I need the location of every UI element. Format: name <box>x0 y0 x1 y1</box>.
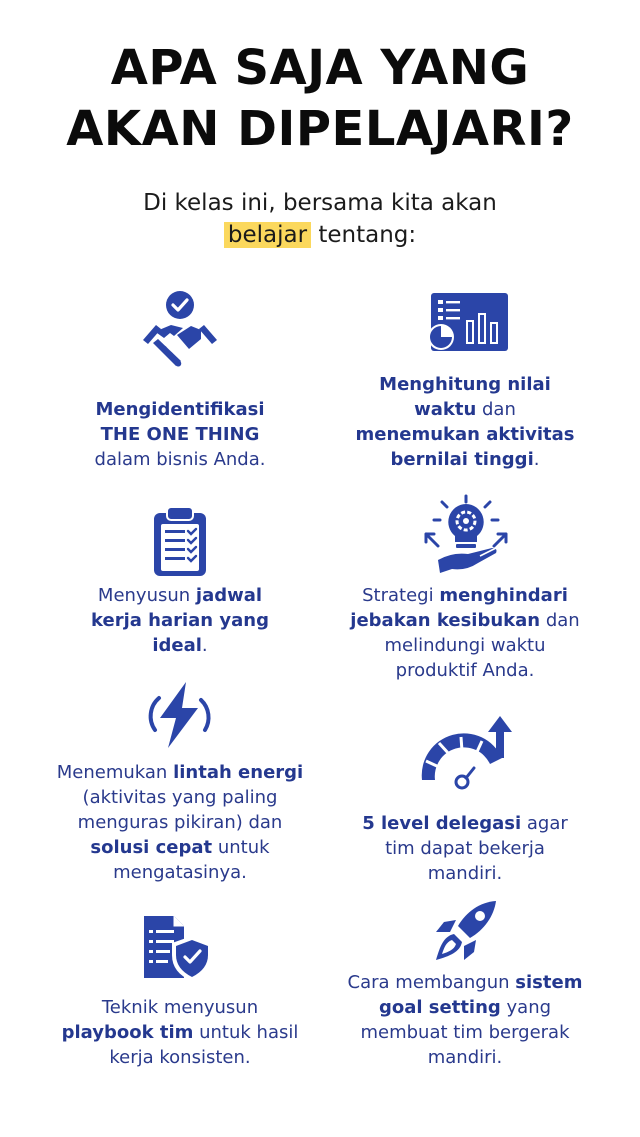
lightbulb-gear-hand-icon <box>420 494 512 582</box>
caption-text: Menyusun <box>97 585 196 606</box>
caption-text: mandiri. <box>427 863 503 884</box>
caption-bold-text: menemukan aktivitas <box>355 424 575 445</box>
caption-text: Strategi <box>362 585 440 606</box>
caption-bold-text: goal setting <box>378 997 501 1018</box>
caption-bold-text: 5 level delegasi <box>362 813 522 834</box>
caption-text: dan <box>540 610 580 631</box>
caption-bold-text: jebakan kesibukan <box>350 610 541 631</box>
caption-bold-text: jadwal <box>195 585 263 606</box>
caption-text: Menemukan <box>56 762 174 783</box>
caption-bold-text: Menghitung nilai <box>379 374 551 395</box>
caption-text: produktif Anda. <box>395 660 535 681</box>
caption-text: dalam bisnis Anda. <box>94 449 266 470</box>
subtitle-line-1: Di kelas ini, bersama kita akan <box>143 190 497 216</box>
caption-text: menguras pikiran) dan <box>77 812 283 833</box>
caption-text: untuk hasil <box>193 1022 299 1043</box>
handshake-check-icon <box>140 288 220 378</box>
rocket-icon <box>432 898 500 964</box>
speedometer-arrow-icon <box>416 710 514 794</box>
caption-text: mandiri. <box>427 1047 503 1068</box>
caption-text: (aktivitas yang paling <box>82 787 278 808</box>
caption-text: untuk <box>212 837 270 858</box>
caption-text: tim dapat bekerja <box>385 838 545 859</box>
caption-text: melindungi waktu <box>384 635 546 656</box>
title-line-2: AKAN DIPELAJARI? <box>66 101 574 157</box>
document-shield-icon <box>138 912 216 982</box>
clipboard-checklist-icon <box>152 505 208 577</box>
page-title <box>0 38 640 160</box>
caption-bold-text: menghindari <box>439 585 568 606</box>
item-caption <box>330 811 600 886</box>
caption-bold-text: sistem <box>515 972 583 993</box>
caption-text: kerja konsisten. <box>109 1047 251 1068</box>
caption-text: membuat tim bergerak <box>360 1022 570 1043</box>
dashboard-chart-icon <box>426 293 508 355</box>
caption-text: agar <box>521 813 568 834</box>
caption-bold-text: solusi cepat <box>90 837 213 858</box>
title-line-1: APA SAJA YANG <box>110 40 530 96</box>
item-caption <box>40 995 320 1070</box>
caption-text: Cara membangun <box>347 972 516 993</box>
item-caption <box>30 760 330 885</box>
lightning-bolt-icon <box>142 680 218 750</box>
subtitle-highlight: belajar <box>224 222 311 248</box>
subtitle-tail: tentang: <box>311 222 417 248</box>
caption-bold-text: THE ONE THING <box>100 424 260 445</box>
caption-bold-text: waktu <box>414 399 477 420</box>
item-caption <box>330 583 600 683</box>
caption-text: Teknik menyusun <box>101 997 259 1018</box>
item-caption <box>330 372 600 472</box>
item-caption <box>60 397 300 472</box>
caption-bold-text: ideal <box>152 635 202 656</box>
caption-bold-text: playbook tim <box>61 1022 194 1043</box>
caption-bold-text: Mengidentifikasi <box>95 399 265 420</box>
caption-bold-text: bernilai tinggi <box>390 449 534 470</box>
item-caption <box>60 583 300 658</box>
caption-text: mengatasinya. <box>113 862 247 883</box>
caption-text: yang <box>500 997 552 1018</box>
caption-bold-text: kerja harian yang <box>91 610 269 631</box>
caption-bold-text: lintah energi <box>173 762 304 783</box>
subtitle <box>0 187 640 251</box>
item-caption <box>325 970 605 1070</box>
caption-text: . <box>533 449 540 470</box>
caption-text: . <box>201 635 208 656</box>
caption-text: dan <box>476 399 516 420</box>
